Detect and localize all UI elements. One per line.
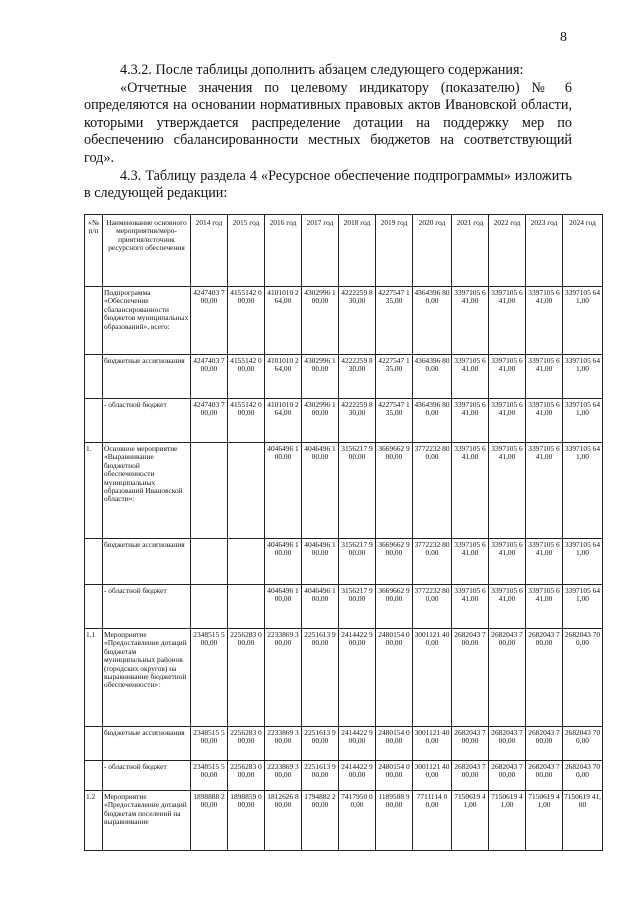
table-row <box>85 443 603 539</box>
row-value: 4101010 264,00 <box>265 355 302 399</box>
row-value: 2348515 500,00 <box>191 761 228 791</box>
row-value: 2256283 000,00 <box>228 761 265 791</box>
row-value: 4222259 830,00 <box>339 355 376 399</box>
row-value: 3669662 900,00 <box>376 539 413 585</box>
row-value: 3397105 641,00 <box>563 287 603 355</box>
row-value: 4155142 000,00 <box>228 355 265 399</box>
row-value: 3397105 641,00 <box>452 443 489 539</box>
row-value: 2682043 700,00 <box>526 727 563 761</box>
row-value: 2682043 700,00 <box>452 761 489 791</box>
row-value: 3001121 400,00 <box>413 727 452 761</box>
row-value: 4247403 700,00 <box>191 355 228 399</box>
row-value: 1898859 000,00 <box>228 791 265 851</box>
row-value: 2414422 900,00 <box>339 727 376 761</box>
row-value: 3397105 641,00 <box>452 539 489 585</box>
row-value <box>191 585 228 629</box>
paragraph-report-values: «Отчетные значения по целевому индикатору (показателю) № 6 определяются на основании нормативных правовых актов Ивановской области, которыми утверждается распределение дотации на поддержку мер по обеспечению сбалансированности местных бюджетов на соответствующий год». <box>84 79 572 166</box>
row-value <box>228 585 265 629</box>
header-year: 2020 год <box>413 215 452 287</box>
row-value: 2682043 700,00 <box>489 629 526 727</box>
row-name: бюджетные ассигнования <box>103 539 191 585</box>
row-value: 4101010 264,00 <box>265 399 302 443</box>
paragraph-4-3: 4.3. Таблицу раздела 4 «Ресурсное обеспечение подпрограммы» изложить в следующей редакции: <box>84 167 572 202</box>
row-value: 2682043 700,00 <box>489 727 526 761</box>
row-value: 3397105 641,00 <box>489 355 526 399</box>
header-year: 2022 год <box>489 215 526 287</box>
row-value: 3156217 900,00 <box>339 585 376 629</box>
row-value: 4364396 800,00 <box>413 287 452 355</box>
row-value: 2414422 900,00 <box>339 629 376 727</box>
table-row <box>85 791 603 851</box>
table-row <box>85 399 603 443</box>
row-value: 4302996 100,00 <box>302 287 339 355</box>
table-row <box>85 761 603 791</box>
row-num <box>85 355 103 399</box>
table-row <box>85 585 603 629</box>
row-value: 2233869 300,00 <box>265 629 302 727</box>
row-value: 2414422 900,00 <box>339 761 376 791</box>
row-value: 1189508 900,00 <box>376 791 413 851</box>
row-value: 3397105 641,00 <box>452 287 489 355</box>
row-value: 2682043 700,00 <box>563 727 603 761</box>
row-value: 3397105 641,00 <box>563 585 603 629</box>
row-value: 3669662 900,00 <box>376 585 413 629</box>
table-row <box>85 727 603 761</box>
row-num <box>85 399 103 443</box>
header-name: Наименование основного мероприятия/меро-приятия/источник ресурсного обеспечения <box>103 215 191 287</box>
row-value: 4227547 135,00 <box>376 399 413 443</box>
row-value: 3397105 641,00 <box>452 585 489 629</box>
row-value: 2480154 000,00 <box>376 727 413 761</box>
row-value: 4222259 830,00 <box>339 287 376 355</box>
table-header-row <box>85 215 603 287</box>
row-value: 7150619 41,00 <box>526 791 563 851</box>
row-name: Мероприятие «Предоставление дотаций бюджетам поселений на выравнивание <box>103 791 191 851</box>
row-value: 3669662 900,00 <box>376 443 413 539</box>
row-value: 2682043 700,00 <box>526 629 563 727</box>
header-year: 2017 год <box>302 215 339 287</box>
row-value: 3397105 641,00 <box>526 355 563 399</box>
row-num <box>85 727 103 761</box>
row-value: 3397105 641,00 <box>452 399 489 443</box>
row-value: 2256283 000,00 <box>228 727 265 761</box>
header-year: 2024 год <box>563 215 603 287</box>
header-year: 2016 год <box>265 215 302 287</box>
row-value: 3397105 641,00 <box>489 399 526 443</box>
header-year: 2021 год <box>452 215 489 287</box>
header-year: 2019 год <box>376 215 413 287</box>
row-name: бюджетные ассигнования <box>103 355 191 399</box>
row-num: 1. <box>85 443 103 539</box>
row-value: 4101010 264,00 <box>265 287 302 355</box>
header-year: 2014 год <box>191 215 228 287</box>
row-value: 2348515 500,00 <box>191 727 228 761</box>
row-value: 4302996 100,00 <box>302 399 339 443</box>
row-name: Основное мероприятие «Выравнивание бюджетной обеспеченности муниципальных образований Ивановской области»: <box>103 443 191 539</box>
header-num: «№ п/п <box>85 215 103 287</box>
row-value: 3397105 641,00 <box>526 287 563 355</box>
row-value: 4046496 100,00 <box>265 539 302 585</box>
row-value: 3156217 900,00 <box>339 539 376 585</box>
row-value: 4227547 135,00 <box>376 355 413 399</box>
row-value: 4247403 700,00 <box>191 287 228 355</box>
table-row <box>85 539 603 585</box>
row-value: 2251613 900,00 <box>302 629 339 727</box>
row-value: 2682043 700,00 <box>452 727 489 761</box>
row-value: 4046496 100,00 <box>302 585 339 629</box>
row-value: 2682043 700,00 <box>563 629 603 727</box>
body-text <box>84 62 572 203</box>
row-num: 1.1 <box>85 629 103 727</box>
row-value: 3772232 800,00 <box>413 443 452 539</box>
row-value: 2480154 000,00 <box>376 761 413 791</box>
page-number: 8 <box>560 30 567 45</box>
row-value: 1812626 800,00 <box>265 791 302 851</box>
row-value: 2348515 500,00 <box>191 629 228 727</box>
row-value: 2682043 700,00 <box>452 629 489 727</box>
row-value: 3397105 641,00 <box>526 585 563 629</box>
row-value: 3397105 641,00 <box>489 443 526 539</box>
row-value: 2251613 900,00 <box>302 761 339 791</box>
row-value: 2233869 300,00 <box>265 727 302 761</box>
row-value: 3397105 641,00 <box>526 443 563 539</box>
row-value: 4155142 000,00 <box>228 287 265 355</box>
row-value: 4155142 000,00 <box>228 399 265 443</box>
row-value: 7417950 00,00 <box>339 791 376 851</box>
row-value: 2682043 700,00 <box>563 761 603 791</box>
row-value: 2682043 700,00 <box>489 761 526 791</box>
row-num: 1.2 <box>85 791 103 851</box>
row-name: - областной бюджет <box>103 761 191 791</box>
row-value <box>191 539 228 585</box>
row-value: 3397105 641,00 <box>563 539 603 585</box>
row-value: 3156217 900,00 <box>339 443 376 539</box>
row-value <box>228 539 265 585</box>
table-row <box>85 287 603 355</box>
row-name: бюджетные ассигнования <box>103 727 191 761</box>
row-value: 4247403 700,00 <box>191 399 228 443</box>
row-value: 2480154 000,00 <box>376 629 413 727</box>
header-year: 2015 год <box>228 215 265 287</box>
row-value: 4364396 800,00 <box>413 399 452 443</box>
row-value <box>191 443 228 539</box>
row-num <box>85 287 103 355</box>
row-value: 3772232 800,00 <box>413 585 452 629</box>
row-num <box>85 585 103 629</box>
row-num <box>85 761 103 791</box>
row-value: 4046496 100,00 <box>265 585 302 629</box>
row-value: 3001121 400,00 <box>413 761 452 791</box>
row-value: 2251613 900,00 <box>302 727 339 761</box>
paragraph-4-3-2: 4.3.2. После таблицы дополнить абзацем следующего содержания: <box>120 62 524 78</box>
row-value: 4222259 830,00 <box>339 399 376 443</box>
header-year: 2018 год <box>339 215 376 287</box>
row-value: 3001121 400,00 <box>413 629 452 727</box>
row-value: 3397105 641,00 <box>489 585 526 629</box>
row-value: 1898888 200,00 <box>191 791 228 851</box>
row-value <box>228 443 265 539</box>
table-row <box>85 629 603 727</box>
row-value: 3397105 641,00 <box>489 539 526 585</box>
row-value: 2233869 300,00 <box>265 761 302 791</box>
row-value: 7711114 00,00 <box>413 791 452 851</box>
row-value: 4046496 100,00 <box>302 539 339 585</box>
row-value: 4302996 100,00 <box>302 355 339 399</box>
row-name: - областной бюджет <box>103 399 191 443</box>
row-name: Мероприятие «Предоставление дотаций бюджетам муниципальных районов (городских округов) на выравнивание бюджетной обеспеченности»: <box>103 629 191 727</box>
row-value: 3772232 800,00 <box>413 539 452 585</box>
row-name: - областной бюджет <box>103 585 191 629</box>
row-value: 2256283 000,00 <box>228 629 265 727</box>
row-value: 3397105 641,00 <box>489 287 526 355</box>
row-value: 3397105 641,00 <box>452 355 489 399</box>
row-value: 2682043 700,00 <box>526 761 563 791</box>
row-value: 3397105 641,00 <box>526 399 563 443</box>
row-value: 3397105 641,00 <box>563 443 603 539</box>
row-value: 7150619 41,00 <box>489 791 526 851</box>
row-value: 4046496 100,00 <box>265 443 302 539</box>
header-year: 2023 год <box>526 215 563 287</box>
row-value: 3397105 641,00 <box>563 399 603 443</box>
row-value: 4227547 135,00 <box>376 287 413 355</box>
row-value: 4046496 100,00 <box>302 443 339 539</box>
row-value: 7150619 41,00 <box>563 791 603 851</box>
row-value: 3397105 641,00 <box>526 539 563 585</box>
resource-table <box>84 214 603 851</box>
row-name: Подпрограмма «Обеспечение сбалансированности бюджетов муниципальных образований», всего: <box>103 287 191 355</box>
row-value: 3397105 641,00 <box>563 355 603 399</box>
row-value: 7150619 41,00 <box>452 791 489 851</box>
table-row <box>85 355 603 399</box>
row-num <box>85 539 103 585</box>
row-value: 4364396 800,00 <box>413 355 452 399</box>
row-value: 1794882 200,00 <box>302 791 339 851</box>
